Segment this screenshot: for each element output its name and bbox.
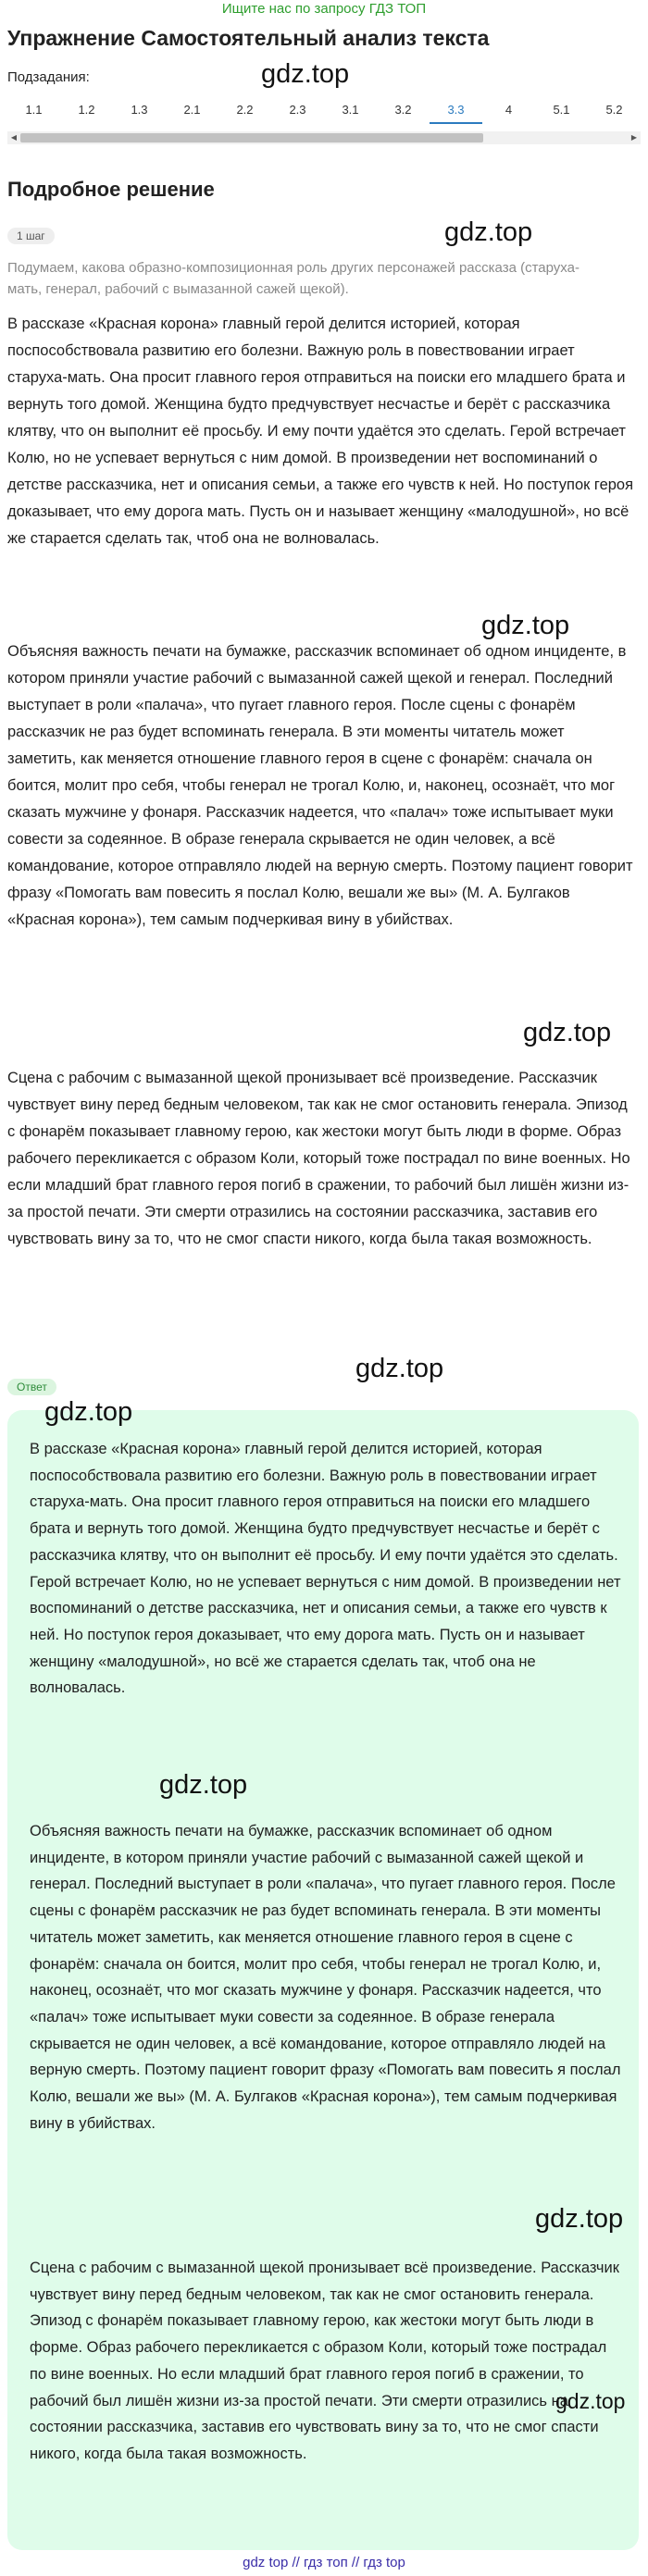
scrollbar-thumb[interactable] (20, 133, 483, 142)
watermark: gdz.top (535, 2204, 624, 2234)
tab-1-2[interactable]: 1.2 (78, 103, 95, 117)
subtask-tabs (7, 96, 641, 124)
tab-1-1[interactable]: 1.1 (25, 103, 43, 117)
watermark: gdz.top (555, 2389, 626, 2413)
scroll-left-arrow-icon[interactable]: ◀ (10, 133, 18, 142)
solution-paragraph: В рассказе «Красная корона» главный герой делится историей, которая поспособствовала развитию его болезни. Важную роль в повествовании играет старуха-мать. Она просит главного героя отправиться на поиски его младшего брата и вернуть того домой. Женщина будто предчувствует несчастье и берёт с рассказчика клятву, что он выполнит её просьбу. И ему почти удаётся это сделать. Герой встречает Колю, но не успевает вернуться с ним домой. В произведении нет воспоминаний о детстве рассказчика, нет и описания семьи, а также его чувств к ней. Но поступок героя доказывает, что ему дорога мать. Пусть он и называет женщину «малодушной», но всё же старается сделать так, чтоб она не волновалась. (7, 316, 634, 547)
watermark: gdz.top (355, 1354, 444, 1383)
scroll-right-arrow-icon[interactable]: ▶ (630, 133, 638, 142)
subtasks-label: Подзадания: (7, 69, 90, 85)
section-title: Подробное решение (7, 178, 215, 201)
footer-links[interactable]: gdz top // гдз топ // гдз top (243, 2555, 405, 2570)
watermark: gdz.top (261, 59, 350, 89)
answer-paragraph: Объясняя важность печати на бумажке, рассказчик вспоминает об одном инциденте, в котором приняли участие рабочий с вымазанной сажей щекой и генерал. Последний выступает в роли «палача», что пугает главного героя. После сцены с фонарём рассказчик не раз будет вспоминать генерала. В эти моменты читатель может заметить, как меняется отношение главного героя в сцене с фонарём: сначала он боится, молит про себя, чтобы генерал не трогал Колю, и, наконец, осознаёт, что мог сказать мужчине у фонаря. Рассказчик надеется, что «палач» тоже испытывает муки совести за содеянное. В образе генерала скрывается не один человек, а всё командование, которое отправляло людей на верную смерть. Поэтому пациент говорит фразу «Помогать вам повесить я послал Колю, вешали же вы» (М. А. Булгаков «Красная корона»), тем самым подчеркивая вину в убийствах. (30, 1823, 621, 2132)
tab-3-3[interactable]: 3.3 (430, 96, 482, 124)
watermark: gdz.top (444, 217, 533, 247)
tab-1-3[interactable]: 1.3 (131, 103, 148, 117)
tab-4[interactable]: 4 (505, 103, 513, 117)
watermark: gdz.top (44, 1397, 133, 1427)
watermark: gdz.top (481, 611, 570, 640)
step-hint: Подумаем, какова образно-композиционная роль других персонажей рассказа (старуха-мать, генерал, рабочий с вымазанной сажей щекой). (7, 260, 579, 297)
tab-3-1[interactable]: 3.1 (342, 103, 359, 117)
solution-paragraph: Сцена с рабочим с вымазанной щекой пронизывает всё произведение. Рассказчик чувствует вину перед бедным человеком, так как не смог остановить генерала. Эпизод с фонарём показывает главному герою, как жестоки могут быть люди в форме. Образ рабочего перекликается с образом Коли, который тоже пострадал по вине военных. Но если младший брат главного героя погиб в сражении, то рабочий был лишён жизни из-за простой печати. Эти смерти отразились на состоянии рассказчика, заставив его чувствовать вину за то, что не смог спасти никого, когда была такая возможность. (7, 1070, 630, 1247)
tab-2-1[interactable]: 2.1 (183, 103, 201, 117)
tabs-scrollbar[interactable] (7, 131, 641, 144)
tab-2-2[interactable]: 2.2 (236, 103, 254, 117)
promo-banner[interactable]: Ищите нас по запросу ГДЗ ТОП (221, 1, 427, 17)
answer-paragraph: В рассказе «Красная корона» главный герой делится историей, которая поспособствовала развитию его болезни. Важную роль в повествовании играет старуха-мать. Она просит главного героя отправиться на поиски его младшего брата и вернуть того домой. Женщина будто предчувствует несчастье и берёт с рассказчика клятву, что он выполнит её просьбу. И ему почти удаётся это сделать. Герой встречает Колю, но не успевает вернуться с ним домой. В произведении нет воспоминаний о детстве рассказчика, нет и описания семьи, а также его чувств к ней. Но поступок героя доказывает, что ему дорога мать. Пусть он и называет женщину «малодушной», но всё же старается сделать так, чтоб она не волновалась. (30, 1441, 621, 1697)
solution-paragraph: Объясняя важность печати на бумажке, рассказчик вспоминает об одном инциденте, в котором приняли участие рабочий с вымазанной сажей щекой и генерал. Последний выступает в роли «палача», что пугает главного героя. После сцены с фонарём рассказчик не раз будет вспоминать генерала. В эти моменты читатель может заметить, как меняется отношение главного героя в сцене с фонарём: сначала он боится, молит про себя, чтобы генерал не трогал Колю, и, наконец, осознаёт, что мог сказать мужчине у фонаря. Рассказчик надеется, что «палач» тоже испытывает муки совести за содеянное. В образе генерала скрывается не один человек, а всё командование, которое отправляло людей на верную смерть. Поэтому пациент говорит фразу «Помогать вам повесить я послал Колю, вешали же вы» (М. А. Булгаков «Красная корона»), тем самым подчеркивая вину в убийствах. (7, 643, 633, 928)
tab-2-3[interactable]: 2.3 (289, 103, 306, 117)
tab-3-2[interactable]: 3.2 (394, 103, 412, 117)
page-title: Упражнение Самостоятельный анализ текста (7, 26, 490, 50)
answer-paragraph: Сцена с рабочим с вымазанной щекой пронизывает всё произведение. Рассказчик чувствует вину перед бедным человеком, так как не смог остановить генерала. Эпизод с фонарём показывает главному герою, как жестоки могут быть люди в форме. Образ рабочего перекликается с образом Коли, который тоже пострадал по вине военных. Но если младший брат главного героя погиб в сражении, то рабочий был лишён жизни из-за простой печати. Эти смерти отразились на состоянии рассказчика, заставив его чувствовать вину за то, что не смог спасти никого, когда была такая возможность. (30, 2260, 619, 2462)
tab-5-1[interactable]: 5.1 (553, 103, 570, 117)
tab-5-2[interactable]: 5.2 (605, 103, 623, 117)
answer-badge: Ответ (7, 1379, 56, 1395)
watermark: gdz.top (159, 1770, 248, 1800)
watermark: gdz.top (523, 1018, 612, 1047)
step-badge: 1 шаг (7, 228, 55, 244)
